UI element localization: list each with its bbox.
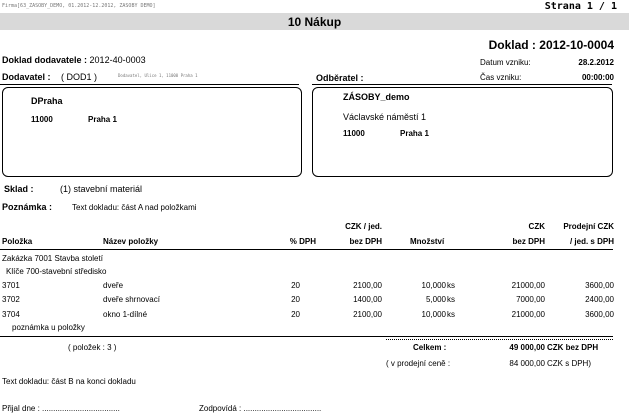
- supplier-doc: [2, 55, 146, 65]
- row-unit: ks: [447, 295, 455, 304]
- row-unit: ks: [447, 310, 455, 319]
- row-vat: 20: [291, 295, 300, 304]
- row-vat: 20: [291, 310, 300, 319]
- sale-total-unit: CZK s DPH): [547, 359, 591, 368]
- customer-name: ZÁSOBY_demo: [343, 92, 410, 102]
- row-item: 3701: [2, 281, 20, 290]
- row-sale: 2400,00: [585, 295, 614, 304]
- date-label: Datum vzniku:: [480, 58, 531, 67]
- doc-number: [489, 38, 614, 52]
- document-title: 10 Nákup: [287, 15, 342, 29]
- col-unit-price-2: bez DPH: [349, 237, 382, 246]
- row-sale: 3600,00: [585, 310, 614, 319]
- row-qty: 10,000: [421, 281, 446, 290]
- customer-underline: [312, 84, 612, 85]
- order-line: Zakázka 7001 Stavba století: [2, 254, 103, 263]
- col-name: Název položky: [103, 237, 159, 246]
- customer-zip: 11000: [343, 129, 365, 138]
- received-by: Přijal dne : ...................................: [2, 404, 120, 413]
- header-rule: [0, 249, 613, 250]
- row-qty: 5,000: [425, 295, 446, 304]
- supplier-code: ( DOD1 ): [61, 72, 98, 82]
- supplier-name: DPraha: [31, 96, 63, 106]
- row-total: 21000,00: [511, 281, 545, 290]
- time-label: Čas vzniku:: [480, 73, 522, 82]
- supplier-city: Praha 1: [88, 115, 117, 124]
- customer-label: Odběratel :: [316, 73, 364, 83]
- totals-rule: [386, 339, 613, 341]
- row-total: 7000,00: [516, 295, 545, 304]
- warehouse-label: Sklad :: [4, 184, 34, 194]
- sale-total-value: 84 000,00: [509, 359, 545, 368]
- customer-street: Václavské náměstí 1: [343, 112, 427, 122]
- row-sale: 3600,00: [585, 281, 614, 290]
- supplier-underline: [0, 84, 299, 85]
- note-value: Text dokladu: část A nad položkami: [72, 203, 197, 212]
- col-vat: % DPH: [289, 237, 316, 246]
- total-label: Celkem :: [413, 343, 447, 352]
- col-total-2: bez DPH: [512, 237, 545, 246]
- items-count: ( položek : 3 ): [68, 343, 117, 352]
- supplier-doc-label: Doklad dodavatele :: [2, 55, 88, 65]
- col-qty: Množství: [410, 237, 445, 246]
- row-item: 3704: [2, 310, 20, 319]
- date-value: 28.2.2012: [578, 58, 614, 67]
- col-total-1: CZK: [528, 222, 545, 231]
- sale-total-label: ( v prodejní ceně :: [386, 359, 451, 368]
- total-value: 49 000,00: [509, 343, 545, 352]
- row-name: dveře: [103, 281, 124, 290]
- doc-number-label: Doklad :: [488, 38, 536, 52]
- rows-end-rule: [0, 336, 613, 337]
- row-note: poznámka u položky: [12, 323, 85, 332]
- supplier-label: Dodavatel :: [2, 72, 51, 82]
- report-meta: Firma[63_ZASOBY_DEMO, 01.2012-12.2012, ZASOBY DEMO]: [2, 3, 156, 9]
- row-item: 3702: [2, 295, 20, 304]
- row-qty: 10,000: [421, 310, 446, 319]
- row-total: 21000,00: [511, 310, 545, 319]
- supplier-zip: 11000: [31, 115, 53, 124]
- supplier-header: [2, 72, 97, 82]
- footer-text: Text dokladu: část B na konci dokladu: [2, 377, 136, 386]
- supplier-tiny-address: Dodavatel, Ulice 1, 11000 Praha 1: [118, 73, 198, 78]
- doc-number-value: 2012-10-0004: [539, 38, 614, 52]
- page-number: Strana 1 / 1: [544, 1, 617, 12]
- total-unit: CZK bez DPH: [547, 343, 599, 352]
- key-line: Klíče 700-stavební středisko: [6, 267, 107, 276]
- responsible: Zodpovídá : ...................................: [199, 404, 322, 413]
- customer-city: Praha 1: [400, 129, 429, 138]
- row-name: okno 1-dílné: [103, 310, 148, 319]
- row-unit-price: 2100,00: [353, 310, 382, 319]
- time-value: 00:00:00: [581, 73, 614, 82]
- row-name: dveře shrnovací: [103, 295, 160, 304]
- row-unit-price: 1400,00: [353, 295, 382, 304]
- col-unit-price-1: CZK / jed.: [345, 222, 382, 231]
- col-item: Položka: [2, 237, 33, 246]
- note-label: Poznámka :: [2, 202, 53, 212]
- col-sale-1: Prodejní CZK: [563, 222, 614, 231]
- row-unit-price: 2100,00: [353, 281, 382, 290]
- supplier-doc-value: 2012-40-0003: [89, 55, 146, 65]
- col-sale-2: / jed. s DPH: [569, 237, 614, 246]
- row-unit: ks: [447, 281, 455, 290]
- warehouse-value: (1) stavební materiál: [60, 184, 143, 194]
- row-vat: 20: [291, 281, 300, 290]
